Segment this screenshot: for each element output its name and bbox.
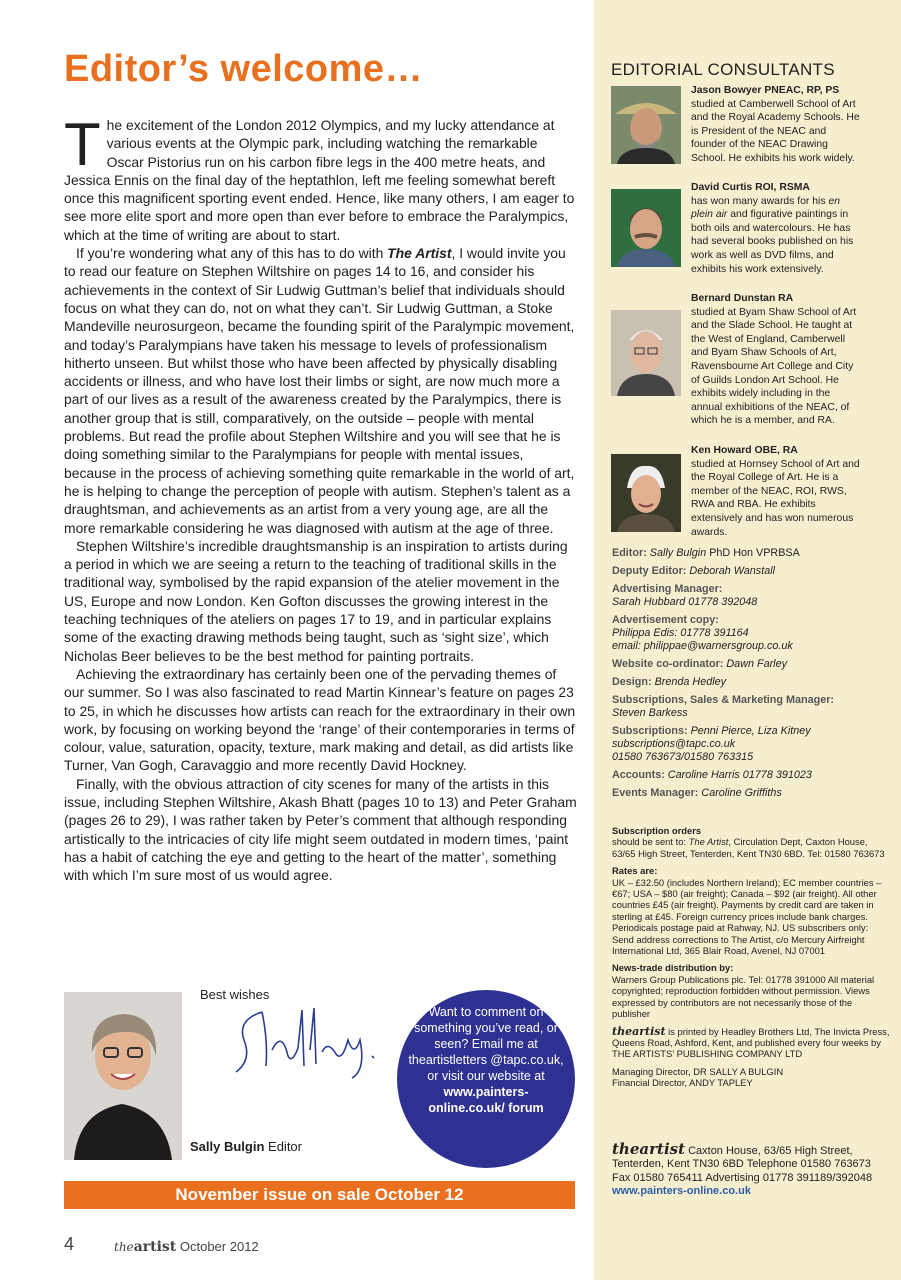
news-trade: News-trade distribution by: Warners Group Publications plc. Tel: 01778 391000 All material copyrighted; reproduction forbidden without permission. Views expressed by contributors are not necessarily those of the publisher (612, 962, 875, 1020)
article-paragraph: Finally, with the obvious attraction of city scenes for many of the artists in this issue, including Stephen Wiltshire, Akash Bhatt (pages 10 to 13) and Peter Graham (pages 26 to 29), I was rather taken by Peter’s comment that although responding artistically to the intricacies of city life might seem outdated in modern times, ‘paint has a habit of catching the eye and getting to the heart of the matter’, something with which I’m sure most of us would agree. (64, 775, 577, 884)
editor-signoff: Sally Bulgin Editor (190, 1139, 302, 1154)
subscription-orders: Subscription orders should be sent to: The Artist, Circulation Dept, Caxton House, 63/65 High Street, Tenterden, Kent TN30 6BD. Tel: 01580 763673 (612, 825, 885, 859)
editorial-article (64, 111, 578, 884)
signature-image (232, 1000, 412, 1080)
page-title: Editor’s welcome… (64, 48, 424, 90)
staff-events-manager: Events Manager: Caroline Griffiths (612, 787, 782, 799)
best-wishes: Best wishes (200, 987, 270, 1002)
staff-list (612, 547, 892, 805)
consultant-entry: David Curtis ROI, RSMA has won many awards for his en plein air and figurative paintings in both oils and watercolours. He has had several books published on his work as well as DVD films, and exhibits his work extensively. (611, 181, 896, 291)
article-paragraph: Stephen Wiltshire’s incredible draughtsmanship is an inspiration to artists during a period in which we are seeing a return to the teaching of traditional skills in the traditional way, symbolised by the rapid expansion of the atelier movement in the US, Europe and now London. Ken Gofton discusses the growing interest in the teaching techniques of the ateliers on pages 17 to 19, and in particular explains some of the exacting drawing methods being taught, such as ‘sight size’, which Nicholas Beer believes to be the best method for painting portraits. (64, 537, 568, 664)
directors: Managing Director, DR SALLY A BULGIN Financial Director, ANDY TAPLEY (612, 1065, 784, 1089)
page-number: 4 (64, 1234, 75, 1254)
artist-logo: theartist (612, 1140, 686, 1158)
rates: Rates are: UK – £32.50 (includes Northern Ireland); EC member countries – €67; USA – $80 (air freight); Canada – $92 (air freight). All other countries £45 (air freight). Payments by credit card are taken in sterling at £45. Foreign currency prices include bank charges. Periodicals postage paid at Rahway, NJ. US subscribers only: Send address corrections to The Artist, c/o Mercury Airfreight International Ltd, 365 Blair Road, Avenel, NJ 07001 (612, 865, 882, 957)
staff-subscriptions: Subscriptions: Penni Pierce, Liza Kitney subscriptions@tapc.co.uk 01580 763673/01580 763315 (612, 725, 811, 763)
consultant-entry: Jason Bowyer PNEAC, RP, PS studied at Camberwell School of Art and the Royal Academy Schools. He is President of the NEAC and founder of the NEAC Drawing School. He exhibits his work widely. (611, 84, 896, 184)
staff-website-coordinator: Website co-ordinator: Dawn Farley (612, 658, 787, 670)
staff-advertising-manager: Advertising Manager: Sarah Hubbard 01778 392048 (612, 583, 758, 608)
website-link[interactable]: www.painters-online.co.uk (612, 1185, 751, 1198)
staff-editor: Editor: Sally Bulgin PhD Hon VPRBSA (612, 547, 800, 559)
next-issue-banner: November issue on sale October 12 (64, 1181, 575, 1209)
comment-callout (397, 990, 575, 1168)
consultant-photo (611, 189, 681, 267)
contact-address: theartist Caxton House, 63/65 High Street, Tenterden, Kent TN30 6BD Telephone 01580 763673 Fax 01580 765411 Advertising 01778 391189/392048 www.painters-online.co.uk (612, 1143, 892, 1199)
consultant-photo (611, 454, 681, 532)
drop-cap: T (64, 111, 101, 178)
consultants-heading: EDITORIAL CONSULTANTS (611, 60, 835, 79)
article-paragraph: The excitement of the London 2012 Olympics, and my lucky attendance at various events at the Olympic park, including watching the remarkable Oscar Pistorius run on his carbon fibre legs in the 400 metre heats, and Jessica Ennis on the final day of the heptathlon, left me feeling somewhat bereft once this magnificent sporting event ended. Hence, like many others, I am eager to see more elite sport and more open than ever before to embrace the Paralympics, which at the time of writing are about to start. (64, 111, 575, 243)
publication-info (612, 825, 892, 1095)
staff-design: Design: Brenda Hedley (612, 676, 727, 688)
article-paragraph: If you’re wondering what any of this has to do with The Artist, I would invite you to read our feature on Stephen Wiltshire on pages 14 to 16, and consider his achievements in the context of Sir Ludwig Guttman’s belief that individuals should focus on what they can do, not on what they can’t. Sir Ludwig Guttman, a Stoke Mandeville neurosurgeon, became the founding spirit of the Paralympic movement, and today’s Paralympians have taken his message to levels of professionalism hitherto unseen. But whilst those who have been affected by physically disabling accidents or illness, and who have lost their limbs or sight, are now much more a part of our lives as a result of the awareness created by the Paralympics, there is another group that is still, comparatively, on the outside – people with mental problems. But read the profile about Stephen Wiltshire and you will see that he is doing something similar to the Paralympians for people with mental issues, because in the process of achieving something quite remarkable in the world of art, he is helping to change the perception of people with autism. Stephen’s talent as a draughtsman, and achievements as an artist from a very young age, are all the more remarkable considering he was diagnosed with autism at the age of three. (64, 245, 575, 536)
callout-text: Want to comment on something you’ve read, or seen? Email me at theartistletters @tapc.co.uk, or visit our website at (408, 1005, 564, 1083)
consultant-photo (611, 310, 681, 396)
forum-link[interactable]: www.painters-online.co.uk/ forum (428, 1085, 544, 1115)
editor-photo (64, 992, 182, 1160)
consultant-entry: Ken Howard OBE, RA studied at Hornsey School of Art and the Royal College of Art. He is a member of the NEAC, ROI, RWS, RWA and RBA. He exhibits extensively and has won numerous awards. (611, 444, 896, 544)
printer-info: theartist is printed by Headley Brothers Ltd, The Invicta Press, Queens Road, Ashford, Kent, and published every four weeks by THE ARTISTS’ PUBLISHING COMPANY LTD (612, 1024, 890, 1060)
footer-logo: theartist October 2012 (114, 1239, 259, 1255)
artist-logo: theartist (612, 1024, 666, 1038)
consultant-photo (611, 86, 681, 164)
staff-accounts: Accounts: Caroline Harris 01778 391023 (612, 769, 812, 781)
staff-deputy-editor: Deputy Editor: Deborah Wanstall (612, 565, 776, 577)
staff-subscriptions-manager: Subscriptions, Sales & Marketing Manager: Steven Barkess (612, 694, 834, 719)
staff-advertisement-copy: Advertisement copy: Philippa Edis: 01778 391164 email: philippae@warnersgroup.co.uk (612, 614, 793, 652)
article-paragraph: Achieving the extraordinary has certainly been one of the pervading themes of our summer. So I was also fascinated to read Martin Kinnear’s feature on pages 23 to 25, in which he discusses how artists can reach for the extraordinary in their own work, by focusing on working beyond the ‘range’ of their contemporaries in terms of colour, value, saturation, opacity, texture, mark making and detail, as did artists like Turner, Van Gogh, Caravaggio and more recently David Hockney. (64, 665, 576, 774)
consultant-entry: Bernard Dunstan RA studied at Byam Shaw School of Art and the Slade School. He taught at the West of England, Camberwell and Byam Shaw Schools of Art, Ravensbourne Art College and City of Guilds London Art School. He exhibits widely including in the annual exhibitions of the NEAC, of which he is a member, and RA. (611, 292, 896, 442)
